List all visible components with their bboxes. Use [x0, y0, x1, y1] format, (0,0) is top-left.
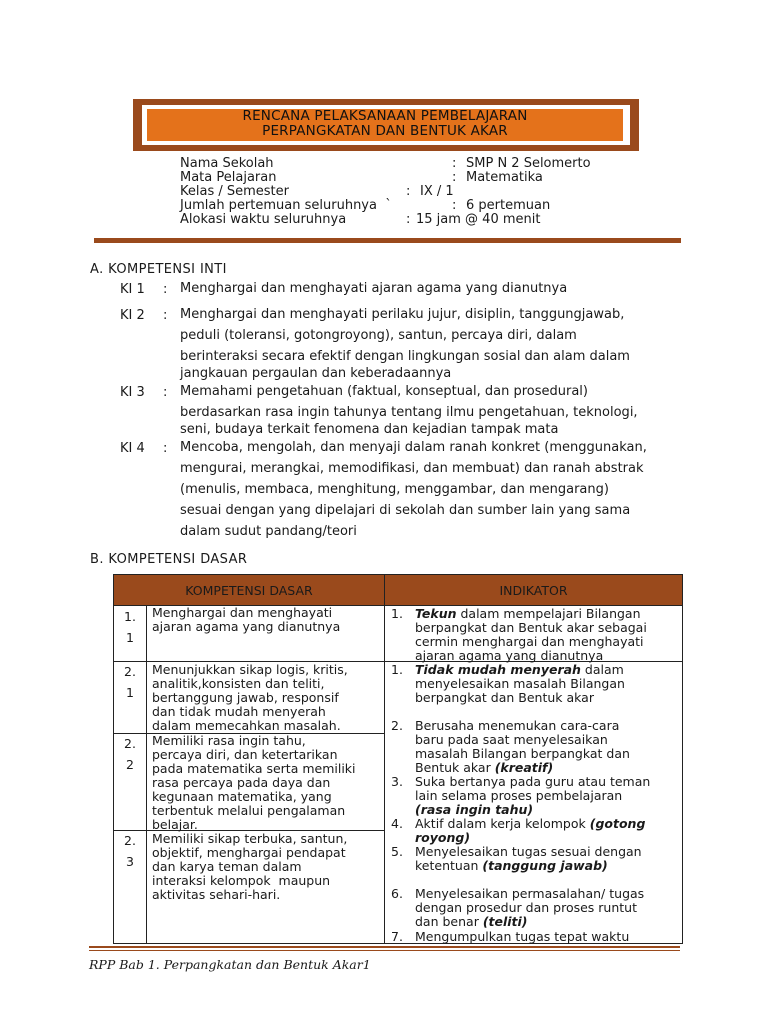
info-label-class: Kelas / Semester [180, 184, 289, 199]
ki1-line-1: Menghargai dan menghayati ajaran agama yang dianutnya [180, 281, 568, 296]
kd-row2-num-a: 2. [124, 664, 136, 679]
kd-row3-text [152, 734, 356, 832]
indicator-g2-4-plain: Aktif dalam kerja kelompok [415, 816, 590, 831]
indicator-g2-6-line-1: Menyelesaikan permasalahan/ tugas [415, 886, 645, 901]
ki4-line-2: mengurai, merangkai, memodifikasi, dan membuat) dan ranah abstrak [180, 461, 644, 476]
footer-rule-thin [89, 950, 680, 951]
ki4-text [180, 437, 680, 542]
title-box-fill [147, 109, 623, 141]
kd-row3-line-4: rasa percaya pada daya dan [152, 775, 331, 790]
indicator-g1-1-text [415, 607, 685, 663]
indicator-g2-3-text [415, 775, 685, 817]
ki2-text [180, 304, 680, 381]
footer-rule-thick [89, 946, 680, 948]
indicator-g2-4-line-2 [415, 831, 685, 845]
indicator-g2-1-post: dalam [580, 662, 624, 677]
kd-row3-num-b: 2 [126, 757, 134, 772]
kd-row2-line-3: bertanggung jawab, responsif [152, 690, 339, 705]
kd-table [113, 574, 683, 944]
ki1-label: KI 1 [120, 282, 145, 297]
kd-row4-text [152, 832, 347, 902]
header-divider [94, 238, 681, 243]
indicator-g2-1-num: 1. [391, 662, 403, 677]
table-header-kd: KOMPETENSI DASAR [113, 574, 385, 606]
kd-row4-line-5: aktivitas sehari-hari. [152, 887, 281, 902]
indicator-g2-1-text [415, 663, 685, 705]
kd-row3-line-5: kegunaan matematika, yang [152, 789, 332, 804]
ki2-line-1: Menghargai dan menghayati perilaku jujur, disiplin, tanggungjawab, [180, 307, 625, 322]
footer-text: RPP Bab 1. Perpangkatan dan Bentuk Akar [89, 957, 363, 972]
ki3-sep: : [163, 385, 168, 400]
indicator-g2-4-bold-2: royong) [415, 830, 471, 845]
kd-row2-num [116, 661, 144, 703]
info-label-time: Alokasi waktu seluruhnya [180, 212, 347, 227]
title-box [133, 99, 639, 151]
indicator-g2-5-num: 5. [391, 844, 403, 859]
table-header-indicator: INDIKATOR [384, 574, 683, 606]
indicator-g2-1-line-3: berpangkat dan Bentuk akar [415, 690, 594, 705]
indicator-g2-2-last-plain: Bentuk akar [415, 760, 495, 775]
info-sep-subject: : [452, 170, 457, 185]
footer [89, 957, 371, 972]
indicator-g2-4-text [415, 817, 685, 845]
title-box-inner [142, 105, 630, 145]
indicator-g2-4-bold: (gotong [589, 816, 646, 831]
indicator-g2-5-bold: (tanggung jawab) [482, 858, 608, 873]
indicator-g1-1-rest: dalam mempelajari Bilangan [456, 606, 641, 621]
section-a-heading: A. KOMPETENSI INTI [90, 262, 227, 277]
ki1-sep: : [163, 282, 168, 297]
indicator-g1-1-line-2: berpangkat dan Bentuk akar sebagai [415, 620, 647, 635]
kd-row1-num-b: 1 [126, 630, 134, 645]
ki2-line-3: berinteraksi secara efektif dengan lingkungan sosial dan alam dalam [180, 349, 630, 364]
kd-row3-line-7: belajar. [152, 817, 198, 832]
indicator-g2-2-line-1: Berusaha menemukan cara-cara [415, 718, 620, 733]
indicator-g2-1-line-1 [415, 663, 685, 677]
kd-row4-num-b: 3 [126, 854, 134, 869]
title-line-2: PERPANGKATAN DAN BENTUK AKAR [262, 123, 508, 139]
kd-row4-line-4: interaksi kelompok maupun [152, 873, 331, 888]
ki4-line-1: Mencoba, mengolah, dan menyaji dalam ranah konkret (menggunakan, [180, 440, 647, 455]
kd-row3-line-6: terbentuk melalui pengalaman [152, 803, 346, 818]
indicator-g2-7-text: Mengumpulkan tugas tepat waktu [415, 929, 630, 944]
kd-row3-line-1: Memiliki rasa ingin tahu, [152, 733, 306, 748]
info-value-class: IX / 1 [420, 184, 454, 199]
ki2-line-2: peduli (toleransi, gotongroyong), santun, percaya diri, dalam [180, 328, 577, 343]
ki4-line-4: sesuai dengan yang dipelajari di sekolah dan sumber lain yang sama [180, 503, 631, 518]
ki3-label: KI 3 [120, 385, 145, 400]
info-label-subject: Mata Pelajaran [180, 170, 277, 185]
kd-row1-num [116, 606, 144, 648]
title-line-1: RENCANA PELAKSANAAN PEMBELAJARAN [242, 108, 528, 124]
indicator-g2-2-last-bold: (kreatif) [494, 760, 554, 775]
indicator-g2-2-num: 2. [391, 718, 403, 733]
kd-row3-num-a: 2. [124, 736, 136, 751]
kd-row2-text [152, 663, 348, 733]
indicator-g2-5-line-1: Menyelesaikan tugas sesuai dengan [415, 844, 642, 859]
ki3-line-3: seni, budaya terkait fenomena dan kejadian tampak mata [180, 422, 559, 437]
info-label-meetings: Jumlah pertemuan seluruhnya ` [180, 198, 392, 213]
kd-row4-line-2: objektif, menghargai pendapat [152, 845, 346, 860]
kd-row4-line-3: dan karya teman dalam [152, 859, 302, 874]
indicator-g2-6-num: 6. [391, 886, 403, 901]
kd-row2-line-2: analitik,konsisten dan teliti, [152, 676, 325, 691]
table-border-num [146, 606, 147, 944]
info-sep-meetings: : [452, 198, 457, 213]
ki3-text [180, 381, 680, 437]
ki4-line-3: (menulis, membaca, menghitung, menggambar, dan mengarang) [180, 482, 609, 497]
indicator-g2-1-bold: Tidak mudah menyerah [415, 662, 581, 677]
indicator-g2-3-num: 3. [391, 774, 403, 789]
indicator-g2-6-line-3 [415, 915, 685, 929]
indicator-g2-7-num: 7. [391, 929, 403, 944]
indicator-g2-3-last-bold: (rasa ingin tahu) [415, 802, 534, 817]
info-label-school: Nama Sekolah [180, 156, 274, 171]
kd-row1-text [152, 606, 340, 634]
indicator-g2-6-last-plain: dan benar [415, 914, 483, 929]
kd-row3-num [116, 733, 144, 775]
info-sep-class: : [406, 184, 411, 199]
ki1-text [180, 278, 680, 299]
ki4-line-5: dalam sudut pandang/teori [180, 524, 357, 539]
section-b-heading: B. KOMPETENSI DASAR [90, 552, 248, 567]
kd-row4-line-1: Memiliki sikap terbuka, santun, [152, 831, 348, 846]
indicator-g2-5-text [415, 845, 685, 873]
indicator-g1-1-line-1 [415, 607, 685, 621]
indicator-g2-5-line-2 [415, 859, 685, 873]
kd-row3-line-3: pada matematika serta memiliki [152, 761, 356, 776]
ki4-sep: : [163, 441, 168, 456]
kd-row1-num-a: 1. [124, 609, 136, 624]
kd-row1-line-2: ajaran agama yang dianutnya [152, 619, 341, 634]
kd-row4-num-a: 2. [124, 833, 136, 848]
ki4-label: KI 4 [120, 441, 145, 456]
indicator-g1-1-line-4: ajaran agama yang dianutnya [415, 648, 604, 663]
indicator-g2-6-line-2: dengan prosedur dan proses runtut [415, 900, 637, 915]
info-value-meetings: 6 pertemuan [466, 198, 551, 213]
kd-row2-line-5: dalam memecahkan masalah. [152, 718, 341, 733]
indicator-g2-2-text [415, 719, 685, 775]
kd-row4-num [116, 830, 144, 872]
ki2-line-4: jangkauan pergaulan dan keberadaannya [180, 366, 452, 381]
ki2-label: KI 2 [120, 308, 145, 323]
indicator-g2-3-line-1: Suka bertanya pada guru atau teman [415, 774, 651, 789]
indicator-g2-4-num: 4. [391, 816, 403, 831]
indicator-g2-5-plain: ketentuan [415, 858, 483, 873]
indicator-g2-3-line-2: lain selama proses pembelajaran [415, 788, 623, 803]
indicator-g2-1-line-2: menyelesaikan masalah Bilangan [415, 676, 625, 691]
kd-row1-line-1: Menghargai dan menghayati [152, 605, 333, 620]
footer-page-number: 1 [362, 957, 371, 972]
ki3-line-1: Memahami pengetahuan (faktual, konseptual, dan prosedural) [180, 384, 588, 399]
indicator-g1-1-num: 1. [391, 606, 403, 621]
indicator-g2-2-line-3: masalah Bilangan berpangkat dan [415, 746, 630, 761]
indicator-g2-6-last-bold: (teliti) [482, 914, 528, 929]
info-sep-school: : [452, 156, 457, 171]
indicator-g1-1-line-3: cermin menghargai dan menghayati [415, 634, 644, 649]
info-sep-time: : [406, 212, 411, 227]
indicator-g2-4-line-1 [415, 817, 685, 831]
kd-row2-num-b: 1 [126, 685, 134, 700]
indicator-g2-2-line-4 [415, 761, 685, 775]
ki3-line-2: berdasarkan rasa ingin tahunya tentang ilmu pengetahuan, teknologi, [180, 405, 638, 420]
kd-row3-line-2: percaya diri, dan ketertarikan [152, 747, 338, 762]
kd-row2-line-1: Menunjukkan sikap logis, kritis, [152, 662, 348, 677]
ki2-sep: : [163, 308, 168, 323]
info-value-time: 15 jam @ 40 menit [416, 212, 541, 227]
info-value-school: SMP N 2 Selomerto [466, 156, 591, 171]
indicator-g2-2-line-2: baru pada saat menyelesaikan [415, 732, 608, 747]
indicator-g1-1-bold: Tekun [415, 606, 457, 621]
kd-row2-line-4: dan tidak mudah menyerah [152, 704, 326, 719]
indicator-g2-6-text [415, 887, 685, 929]
info-value-subject: Matematika [466, 170, 543, 185]
indicator-g2-3-line-3 [415, 803, 685, 817]
table-border-mid [384, 606, 385, 944]
table-border-left [113, 606, 114, 944]
